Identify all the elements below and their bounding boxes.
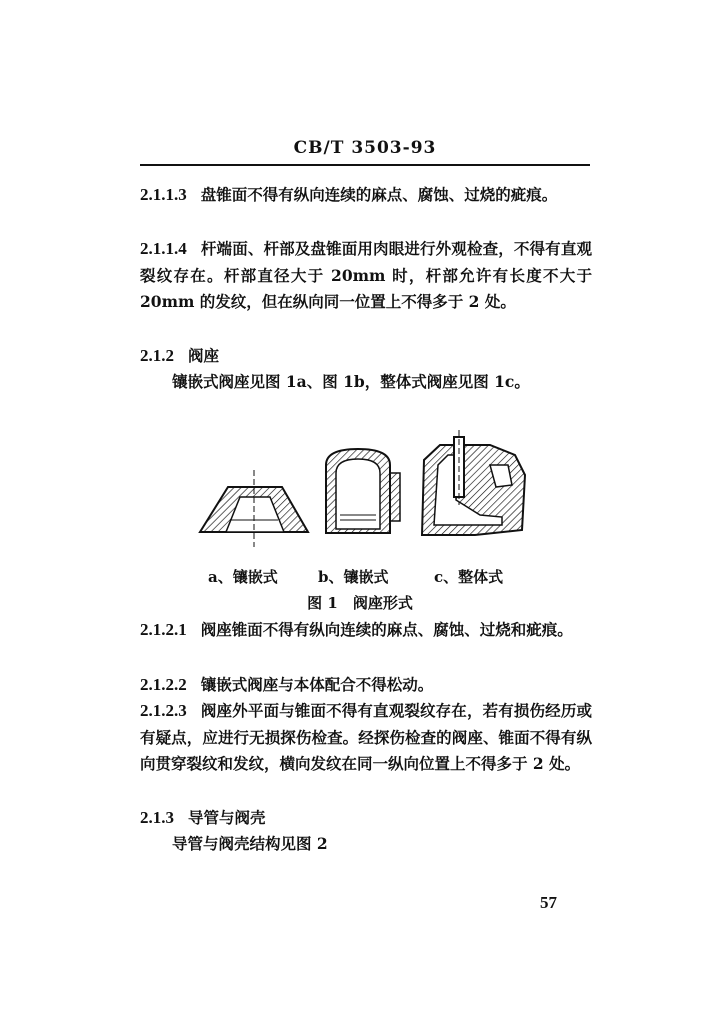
- clause-number: 2.1.1.4: [140, 239, 187, 258]
- clause-number: 2.1.3: [140, 808, 174, 827]
- clause-text: 阀座外平面与锥面不得有直观裂纹存在，若有损伤经历或有疑点，应进行无损探伤检查。经探伤检查的阀座、锥面不得有纵向贯穿裂纹和发纹，横向发纹在同一纵向位置上不得多于 2 处。: [140, 701, 592, 774]
- seat-c-drawing: [422, 430, 525, 535]
- paragraph-guide-intro: [140, 831, 592, 858]
- clause-2-1-2-2: [140, 672, 592, 699]
- clause-number: 2.1.2.2: [140, 675, 187, 694]
- paragraph-seat-intro: [140, 369, 592, 396]
- page-header: CB/T 3503-93: [293, 138, 437, 158]
- caption-a: a、镶嵌式: [208, 568, 278, 586]
- clause-text: 盘锥面不得有纵向连续的麻点、腐蚀、过烧的疵痕。: [200, 185, 558, 204]
- clause-text: 镶嵌式阀座与本体配合不得松动。: [200, 675, 434, 694]
- valve-seat-figure: [190, 425, 530, 565]
- clause-2-1-2-3: [140, 698, 592, 778]
- section-title: 导管与阀壳: [188, 808, 266, 827]
- seat-a-drawing: [200, 470, 308, 547]
- clause-2-1-2: [140, 343, 592, 370]
- caption-b: b、镶嵌式: [318, 568, 389, 586]
- clause-text: 杆端面、杆部及盘锥面用肉眼进行外观检查，不得有直观裂纹存在。杆部直径大于 20mm 时，杆部允许有长度不大于 20mm 的发纹，但在纵向同一位置上不得多于 2 处。: [140, 239, 592, 312]
- clause-number: 2.1.2: [140, 346, 174, 365]
- clause-2-1-1-4: [140, 236, 592, 316]
- paragraph-text: 镶嵌式阀座见图 1a、图 1b，整体式阀座见图 1c。: [172, 372, 530, 391]
- clause-2-1-1-3: [140, 182, 592, 209]
- paragraph-text: 导管与阀壳结构见图 2: [172, 834, 328, 853]
- clause-number: 2.1.1.3: [140, 185, 187, 204]
- clause-2-1-2-1: [140, 617, 592, 644]
- figure-title: 图 1 阀座形式: [307, 594, 413, 612]
- section-title: 阀座: [188, 346, 220, 365]
- clause-number: 2.1.2.3: [140, 701, 187, 720]
- clause-number: 2.1.2.1: [140, 620, 187, 639]
- clause-text: 阀座锥面不得有纵向连续的麻点、腐蚀、过烧和疵痕。: [200, 620, 573, 639]
- caption-c: c、整体式: [434, 568, 504, 586]
- seat-b-drawing: [326, 449, 400, 533]
- clause-2-1-3: [140, 805, 592, 832]
- header-rule: [140, 164, 590, 166]
- page-number: 57: [540, 893, 557, 912]
